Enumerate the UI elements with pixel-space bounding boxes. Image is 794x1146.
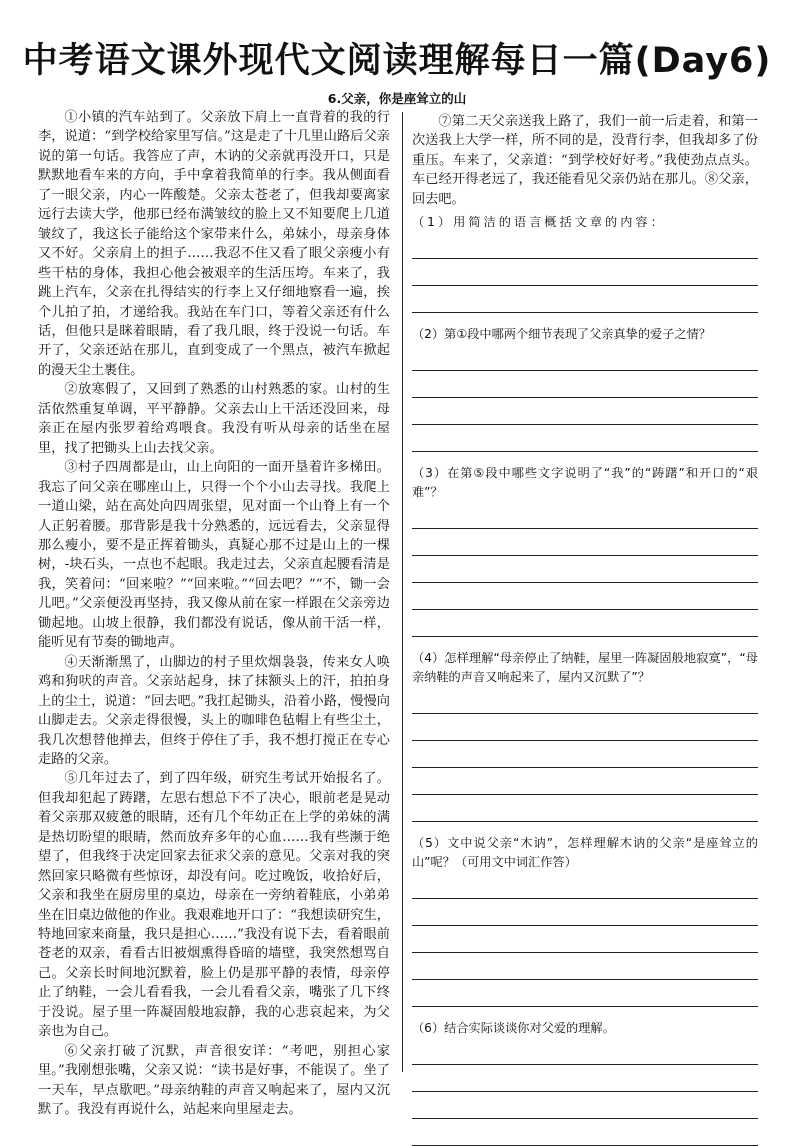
question-text: （2）第①段中哪两个细节表现了父亲真挚的爱子之情？ [412,327,711,342]
answer-line[interactable] [412,344,758,371]
question-text: （5）文中说父亲“木讷”，怎样理解木讷的父亲“是座耸立的山”呢？（可用文中词汇作答） [412,836,758,870]
answer-line[interactable] [412,425,758,452]
article-paragraph-5: ⑤几年过去了，到了四年级，研究生考试开始报名了。但我却犯起了踌躇，左思右想总下不了决心，眼前老是晃动着父亲那双疲惫的眼睛，还有几个年幼正在上学的弟妹的满是热切盼望的眼睛，然而放弃多年的心血……我有些濒于绝望了，但我终于决定回家去征求父亲的意见。父亲对我的突然回家只略微有些惊讶，却没有问。吃过晚饭，收拾好后，父亲和我坐在厨房里的桌边，母亲在一旁纳着鞋底，小弟弟坐在旧桌边做他的作业。我艰难地开口了：“我想读研究生，特地回家来商量，我只是担心……”我没有说下去，看着眼前苍老的双亲，看看古旧被烟熏得昏暗的墙壁，我突然想骂自己。父亲长时间地沉默着，脸上仍是那平静的表情，母亲停止了纳鞋，一会儿看看我，一会儿看看父亲，嘴张了几下终于没说。屋子里一阵凝固般地寂静，我的心悲哀起来，为父亲也为自己。 [38,771,390,1040]
article-paragraph-4: ④天渐渐黑了，山脚边的村子里炊烟袅袅，传来女人唤鸡和狗吠的声音。父亲站起身，抹了抹额头上的汗，拍拍身上的尘土，说道：“回去吧。”我扛起锄头，沿着小路，慢慢向山脚走去。父亲走得很慢，头上的咖啡色毡帽上有些尘土，我几次想替他掸去，但终于停住了手，我不想打搅正在专心走路的父亲。 [38,654,390,767]
answer-line[interactable] [412,556,758,583]
question-text: （1）用简洁的语言概括文章的内容： [412,215,666,230]
answer-line[interactable] [412,872,758,899]
answer-lines[interactable] [412,502,758,637]
answer-line[interactable] [412,741,758,768]
answer-line[interactable] [412,259,758,286]
answer-line[interactable] [412,232,758,259]
question-3 [412,464,758,637]
question-text: （4）怎样理解“母亲停止了纳鞋，屋里一阵凝固般地寂寞”，“母亲纳鞋的声音又响起来了，屋内又沉默了”？ [412,651,758,685]
question-2 [412,325,758,452]
article-paragraph-1: ①小镇的汽车站到了。父亲放下肩上一直背着的我的行李，说道：“到学校给家里写信。”这是走了十几里山路后父亲说的第一句话。我答应了声，木讷的父亲就再没开口，只是默默地看车来的方向，手中拿着我简单的行李。我从侧面看了一眼父亲，内心一阵酸楚。父亲太苍老了，但我却要离家远行去读大学，他那已经布满皱纹的脸上又不知要爬上几道皱纹了，我这长子能给这个家带来什么，弟妹小，母亲身体又不好。父亲肩上的担子……我忍不住又看了眼父亲瘦小有些干枯的身体，我担心他会被艰辛的生活压垮。车来了，我跳上汽车，父亲在扎得结实的行李上又仔细地察看一遍，挨个儿拍了拍，才递给我。我站在车门口，等着父亲还有什么话，但他只是眯着眼睛，看了我几眼，终于没说一句话。车开了，父亲还站在那儿，直到变成了一个黑点，被汽车掀起的漫天尘土裹住。 [38,110,390,378]
answer-line[interactable] [412,899,758,926]
question-1 [412,213,758,313]
answer-line[interactable] [412,610,758,637]
answer-line[interactable] [412,286,758,313]
answer-line[interactable] [412,1065,758,1092]
answer-line[interactable] [412,687,758,714]
answer-line[interactable] [412,502,758,529]
article-left-column [38,108,390,1120]
answer-line[interactable] [412,583,758,610]
answer-line[interactable] [412,980,758,1007]
right-column [412,112,758,1146]
page-title: 中考语文课外现代文阅读理解每日一篇(Day6) [22,41,772,81]
article-paragraph-6: ⑥父亲打破了沉默，声音很安详：“考吧，别担心家里。”我刚想张嘴，父亲又说：“读书是好事，不能误了。坐了一天车，早点歇吧。”母亲纳鞋的声音又响起来了，屋内又沉默了。我没有再说什么，站起来向里屋走去。 [38,1043,390,1118]
answer-line[interactable] [412,371,758,398]
answer-line[interactable] [412,529,758,556]
column-divider [402,112,403,1072]
answer-line[interactable] [412,795,758,822]
answer-lines[interactable] [412,872,758,1007]
answer-line[interactable] [412,1092,758,1119]
answer-lines[interactable] [412,687,758,822]
answer-line[interactable] [412,398,758,425]
article-title: 6.父亲，你是座耸立的山 [327,91,467,106]
article-paragraph-2: ②放寒假了，又回到了熟悉的山村熟悉的家。山村的生活依然重复单调，平平静静。父亲去山上干活还没回来，母亲正在屋内张罗着给鸡喂食。我没有听从母亲的话坐在屋里，找了把锄头上山去找父亲。 [38,382,390,456]
question-text: （3）在第⑤段中哪些文字说明了“我”的“踌躇”和开口的“艰难”？ [412,466,758,500]
answer-line[interactable] [412,1119,758,1146]
answer-line[interactable] [412,926,758,953]
answer-line[interactable] [412,714,758,741]
answer-lines[interactable] [412,232,758,313]
question-6 [412,1019,758,1146]
question-4 [412,649,758,822]
question-text: （6）结合实际谈谈你对父爱的理解。 [412,1021,615,1036]
question-5 [412,834,758,1007]
answer-line[interactable] [412,768,758,795]
answer-line[interactable] [412,1038,758,1065]
article-paragraph-7: ⑦第二天父亲送我上路了，我们一前一后走着，和第一次送我上大学一样，所不同的是，没背行李，但我却多了份重压。车来了，父亲道：“到学校好好考。”我使劲点点头。车已经开得老远了，我还能看见父亲仍站在那儿。⑧父亲，回去吧。 [412,114,758,207]
answer-lines[interactable] [412,344,758,452]
answer-lines[interactable] [412,1038,758,1146]
answer-line[interactable] [412,953,758,980]
article-paragraph-3: ③村子四周都是山，山上向阳的一面开垦着许多梯田。我忘了问父亲在哪座山上，只得一个个小山去寻找。我爬上一道山梁，站在高处向四周张望，见对面一个山脊上有一个人正躬着腰。那背影是我十分熟悉的，远远看去，父亲显得那么瘦小，要不是正挥着锄头，真疑心那不过是山上的一棵树，-块石头，一点也不起眼。我走过去，父亲直起腰看清是我，笑着问：“回来啦？”“回来啦。”“回去吧？”“不，锄一会儿吧。”父亲便没再坚持，我又像从前在家一样跟在父亲旁边锄起地。山坡上很静，我们都没有说话，像从前干活一样，能听见有节奏的锄地声。 [38,460,390,651]
